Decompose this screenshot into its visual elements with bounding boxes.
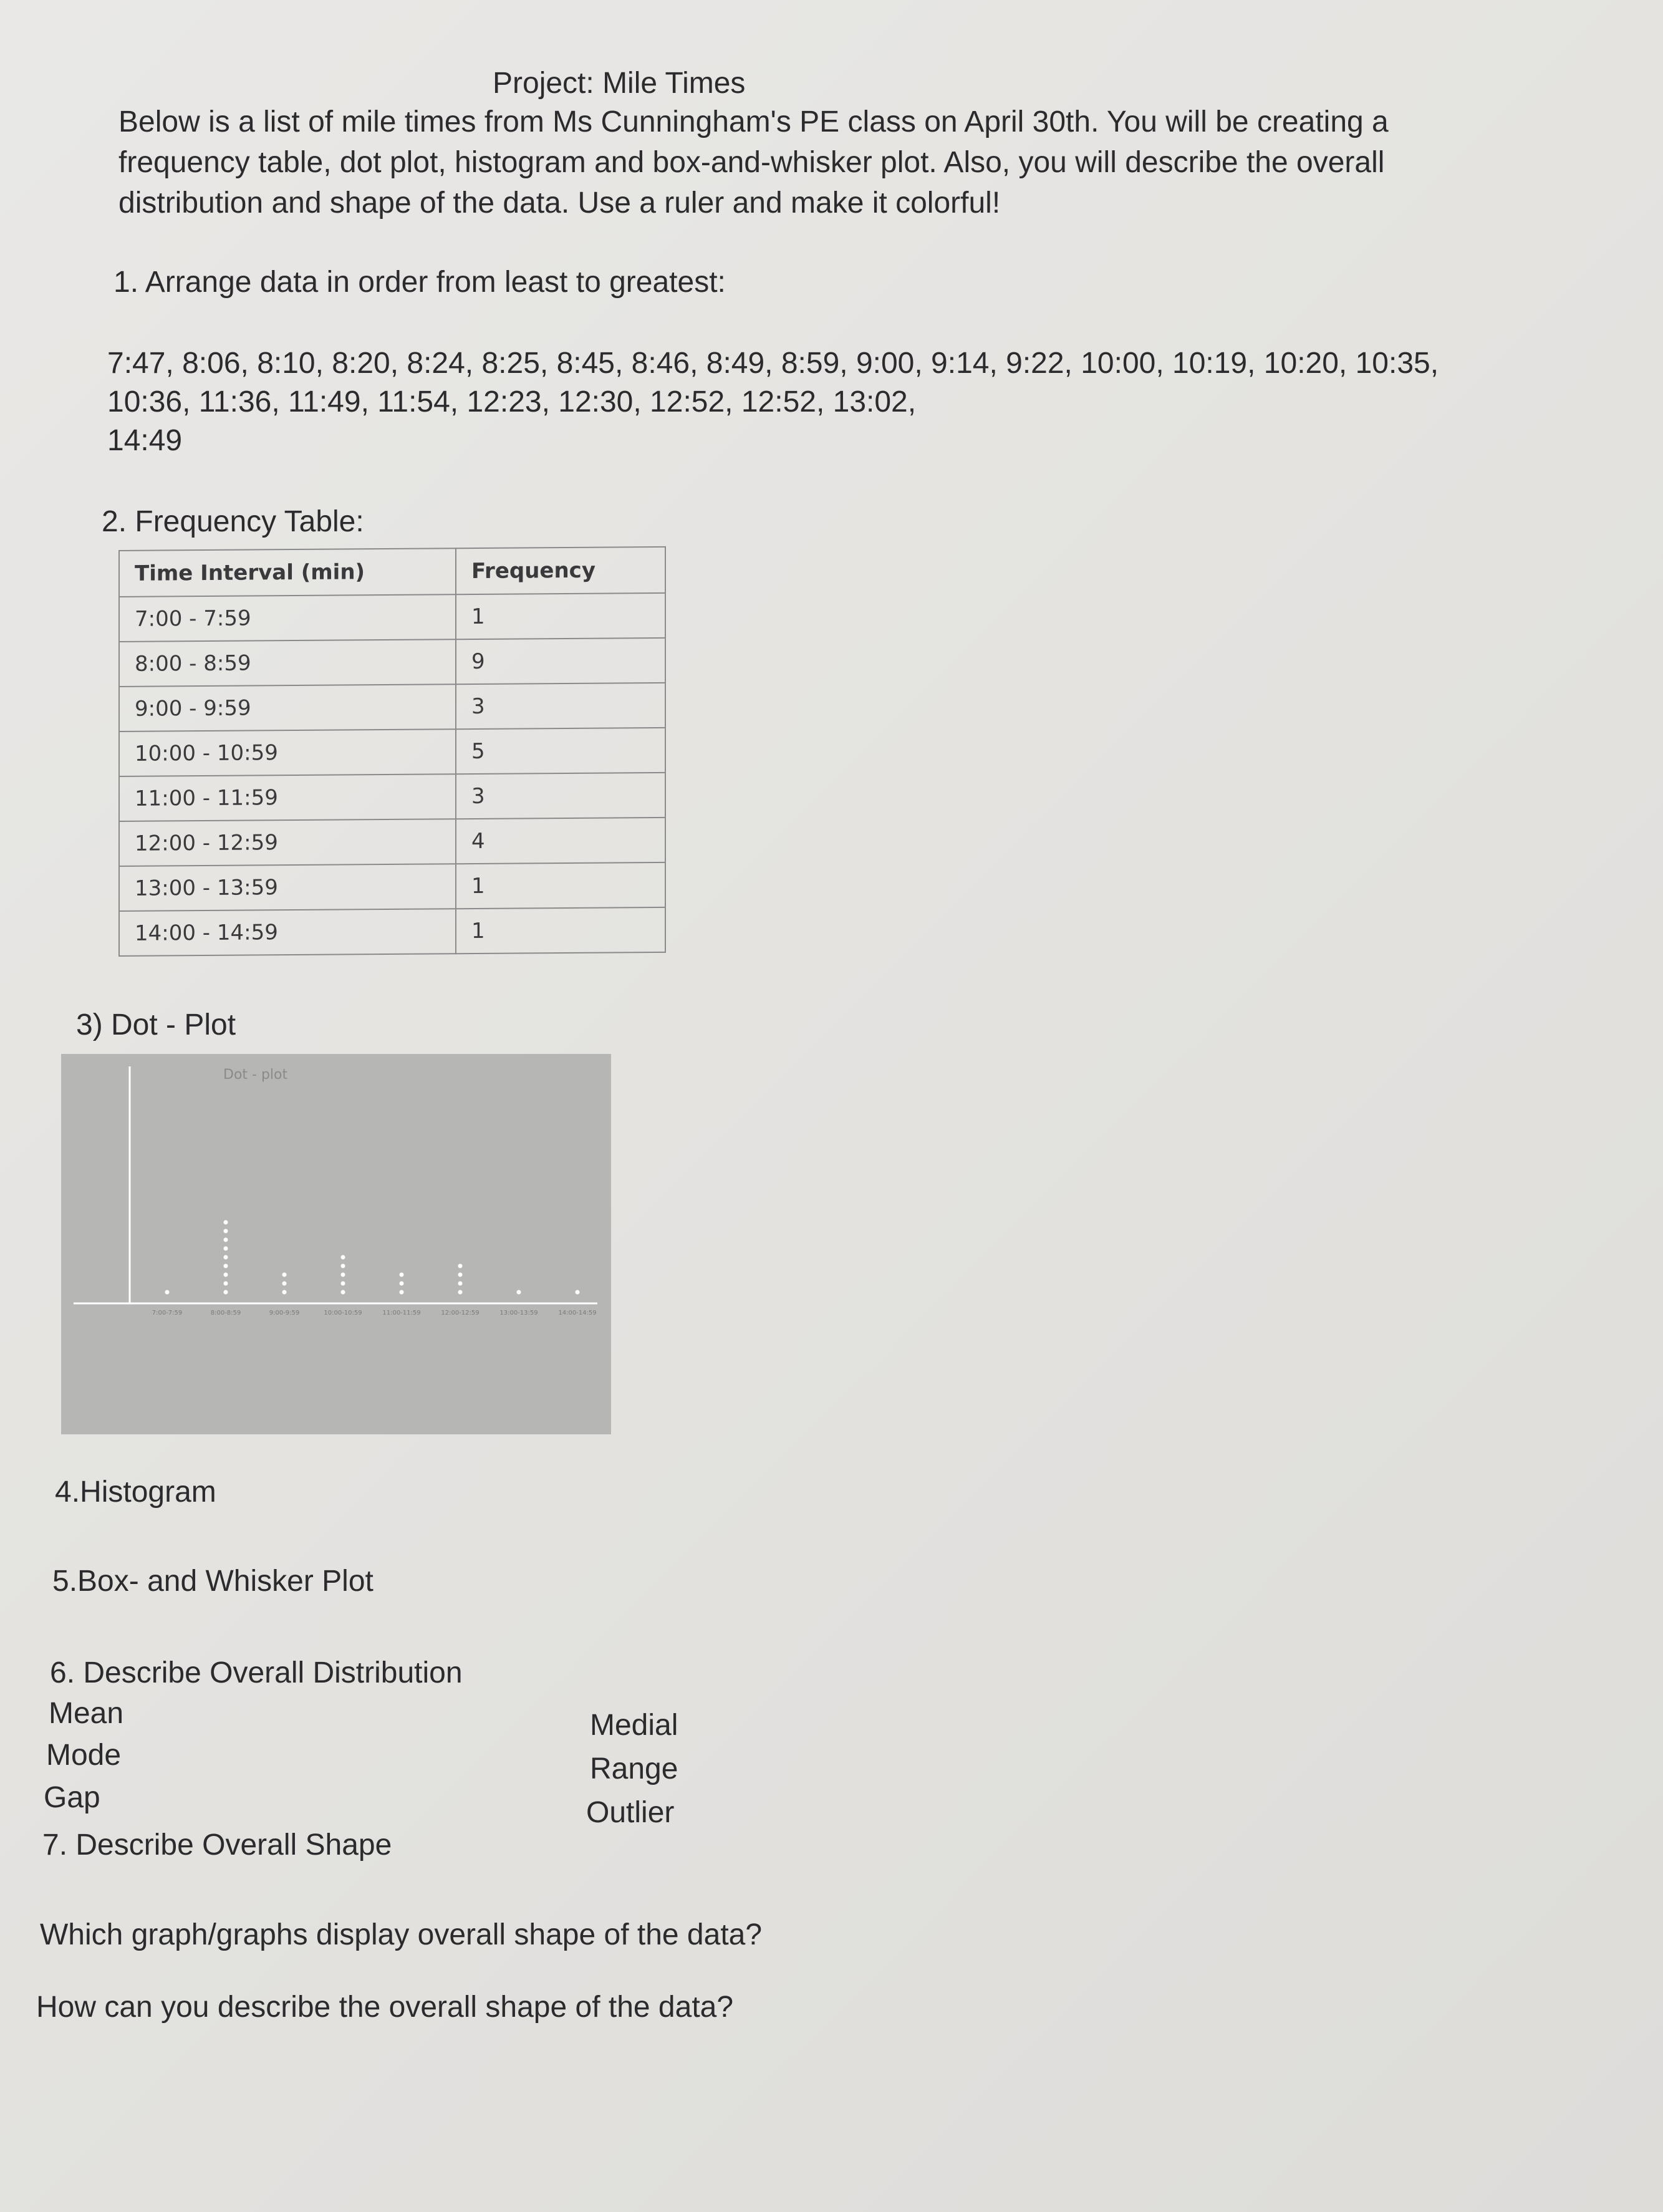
dot-plot-tick-label: 13:00-13:59 xyxy=(499,1310,538,1316)
table-header-row xyxy=(119,547,665,597)
interval-cell: 10:00 - 10:59 xyxy=(119,729,456,776)
dot-point xyxy=(458,1282,463,1286)
interval-cell: 12:00 - 12:59 xyxy=(119,819,456,866)
dot-point xyxy=(282,1282,287,1286)
dot-plot-tick-label: 9:00-9:59 xyxy=(269,1310,300,1316)
table-row xyxy=(119,593,665,642)
frequency-cell: 5 xyxy=(456,728,665,774)
sorted-data xyxy=(107,344,1541,460)
dot-point xyxy=(282,1273,287,1277)
dot-plot-title: Dot - plot xyxy=(223,1067,288,1083)
interval-cell: 8:00 - 8:59 xyxy=(119,639,456,687)
question-4-heading: 4.Histogram xyxy=(55,1475,216,1509)
question-which-graph: Which graph/graphs display overall shape of the data? xyxy=(40,1918,763,1951)
frequency-cell: 1 xyxy=(456,907,665,954)
table-row xyxy=(119,683,665,732)
interval-cell: 14:00 - 14:59 xyxy=(119,909,456,956)
dot-point xyxy=(458,1264,463,1268)
table-row xyxy=(119,638,665,687)
interval-cell: 9:00 - 9:59 xyxy=(119,684,456,732)
dot-point xyxy=(224,1247,228,1251)
question-1-heading: 1. Arrange data in order from least to greatest: xyxy=(113,266,726,299)
dot-point xyxy=(341,1290,345,1295)
dot-plot-tick-label: 12:00-12:59 xyxy=(441,1310,480,1316)
dot-plot-tick-label: 11:00-11:59 xyxy=(382,1310,421,1316)
header-frequency: Frequency xyxy=(456,547,665,594)
page-title: Project: Mile Times xyxy=(493,67,746,100)
sorted-data-line-1: 7:47, 8:06, 8:10, 8:20, 8:24, 8:25, 8:45, 8:46, 8:49, 8:59, 9:00, 9:14, 9:22, 10:00, 10:19, 10:20, 10:35, xyxy=(107,347,1439,380)
frequency-table xyxy=(118,546,666,957)
dot-point xyxy=(224,1290,228,1295)
label-mean: Mean xyxy=(49,1697,124,1730)
label-medial: Medial xyxy=(590,1709,678,1742)
interval-cell: 7:00 - 7:59 xyxy=(119,594,456,642)
interval-cell: 13:00 - 13:59 xyxy=(119,864,456,911)
dot-point xyxy=(341,1264,345,1268)
frequency-cell: 3 xyxy=(456,773,665,819)
interval-cell: 11:00 - 11:59 xyxy=(119,774,456,821)
sorted-data-line-2: 10:36, 11:36, 11:49, 11:54, 12:23, 12:30, 12:52, 12:52, 13:02, xyxy=(107,385,917,418)
question-5-heading: 5.Box- and Whisker Plot xyxy=(52,1565,374,1598)
dot-point xyxy=(341,1255,345,1260)
dot-point xyxy=(576,1290,580,1295)
dot-point xyxy=(400,1282,404,1286)
frequency-cell: 1 xyxy=(456,862,665,909)
frequency-cell: 4 xyxy=(456,818,665,864)
label-mode: Mode xyxy=(46,1739,122,1772)
dot-plot-tick-label: 7:00-7:59 xyxy=(152,1310,183,1316)
label-outlier: Outlier xyxy=(586,1796,675,1829)
dot-point xyxy=(282,1290,287,1295)
dot-point xyxy=(400,1290,404,1295)
label-gap: Gap xyxy=(44,1781,100,1814)
table-row xyxy=(119,773,665,821)
dot-plot-image xyxy=(61,1054,611,1434)
table-row xyxy=(119,907,665,956)
dot-point xyxy=(224,1229,228,1234)
dot-point xyxy=(224,1220,228,1225)
dot-point xyxy=(224,1264,228,1268)
frequency-cell: 3 xyxy=(456,683,665,729)
question-2-heading: 2. Frequency Table: xyxy=(102,505,364,538)
question-3-heading: 3) Dot - Plot xyxy=(76,1008,236,1041)
dot-plot-tick-label: 10:00-10:59 xyxy=(324,1310,362,1316)
table-row xyxy=(119,862,665,911)
frequency-cell: 1 xyxy=(456,593,665,639)
dot-plot-tick-label: 8:00-8:59 xyxy=(210,1310,241,1316)
question-7-heading: 7. Describe Overall Shape xyxy=(42,1828,392,1862)
dot-point xyxy=(458,1273,463,1277)
header-time-interval: Time Interval (min) xyxy=(119,548,456,597)
label-range: Range xyxy=(590,1752,678,1785)
dot-point xyxy=(400,1273,404,1277)
dot-point xyxy=(458,1290,463,1295)
dot-point xyxy=(224,1282,228,1286)
dot-point xyxy=(517,1290,521,1295)
table-row xyxy=(119,728,665,776)
dot-point xyxy=(224,1273,228,1277)
question-6-heading: 6. Describe Overall Distribution xyxy=(50,1656,463,1689)
sorted-data-line-3: 14:49 xyxy=(107,424,183,457)
dot-plot-tick-label: 14:00-14:59 xyxy=(558,1310,597,1316)
dot-plot-background xyxy=(61,1054,611,1434)
dot-point xyxy=(341,1282,345,1286)
table-row xyxy=(119,818,665,866)
dot-point xyxy=(341,1273,345,1277)
question-describe-shape: How can you describe the overall shape of the data? xyxy=(36,1991,734,2024)
dot-point xyxy=(165,1290,170,1295)
frequency-cell: 9 xyxy=(456,638,665,684)
intro-paragraph: Below is a list of mile times from Ms Cunningham's PE class on April 30th. You will be creating a frequency table, dot plot, histogram and box-and-whisker plot. Also, you will describe the overall distribution and shape of the data. Use a ruler and make it colorful! xyxy=(118,105,1389,220)
dot-point xyxy=(224,1255,228,1260)
dot-point xyxy=(224,1238,228,1242)
